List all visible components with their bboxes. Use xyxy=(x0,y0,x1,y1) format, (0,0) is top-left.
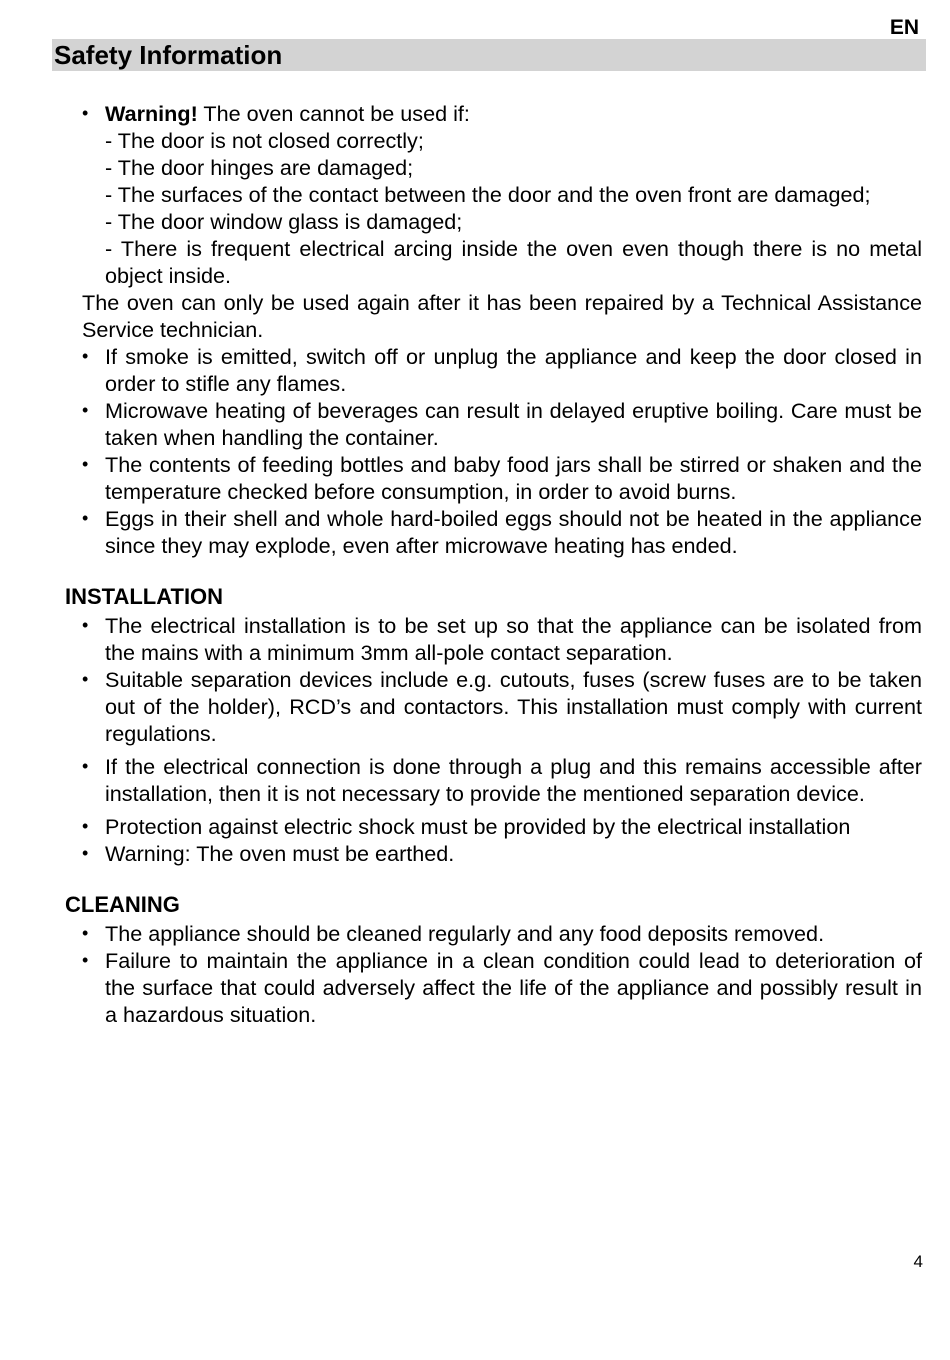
list-item: • The appliance should be cleaned regularly and any food deposits removed. xyxy=(82,920,922,947)
warning-condition: - The door hinges are damaged; xyxy=(105,155,414,180)
list-item: • Warning: The oven must be earthed. xyxy=(82,840,922,867)
cleaning-list xyxy=(82,920,922,1028)
warning-condition: - The surfaces of the contact between the door and the oven front are damaged; xyxy=(105,182,871,207)
list-item: • Suitable separation devices include e.g. cutouts, fuses (screw fuses are to be taken out of the holder), RCD’s and contactors. This installation must comply with current regulations. xyxy=(82,666,922,747)
warning-item xyxy=(82,100,922,289)
list-item: • If the electrical connection is done through a plug and this remains accessible after installation, then it is not necessary to provide the mentioned separation device. xyxy=(82,753,922,807)
list-item: • The electrical installation is to be set up so that the appliance can be isolated from the mains with a minimum 3mm all-pole contact separation. xyxy=(82,612,922,666)
list-item: • If smoke is emitted, switch off or unplug the appliance and keep the door closed in order to stifle any flames. xyxy=(82,343,922,397)
installation-heading: INSTALLATION xyxy=(65,584,224,609)
warning-condition: - There is frequent electrical arcing inside the oven even though there is no metal object inside. xyxy=(105,236,922,288)
list-item: • Failure to maintain the appliance in a clean condition could lead to deterioration of the surface that could adversely affect the life of the appliance and possibly result in a hazardous situation. xyxy=(82,947,922,1028)
warning-condition: - The door is not closed correctly; xyxy=(105,128,424,153)
section-title-bar xyxy=(52,39,926,71)
installation-list xyxy=(82,612,922,867)
cleaning-heading: CLEANING xyxy=(65,892,180,917)
document-body xyxy=(65,100,922,1028)
language-code: EN xyxy=(889,16,919,39)
list-item: • Protection against electric shock must be provided by the electrical installation xyxy=(82,813,922,840)
list-item: • Eggs in their shell and whole hard-boiled eggs should not be heated in the appliance since they may explode, even after microwave heating has ended. xyxy=(82,505,922,559)
list-item: • The contents of feeding bottles and baby food jars shall be stirred or shaken and the temperature checked before consumption, in order to avoid burns. xyxy=(82,451,922,505)
safety-list xyxy=(82,100,922,289)
warning-label: Warning! xyxy=(105,101,198,126)
repair-note: The oven can only be used again after it has been repaired by a Technical Assistance Service technician. xyxy=(82,290,922,342)
list-item: • Microwave heating of beverages can result in delayed eruptive boiling. Care must be taken when handling the container. xyxy=(82,397,922,451)
warning-intro: The oven cannot be used if: xyxy=(197,101,470,126)
page-number: 4 xyxy=(913,1252,923,1271)
warning-condition: - The door window glass is damaged; xyxy=(105,209,463,234)
page-title: Safety Information xyxy=(54,40,283,70)
safety-bullets xyxy=(82,343,922,559)
